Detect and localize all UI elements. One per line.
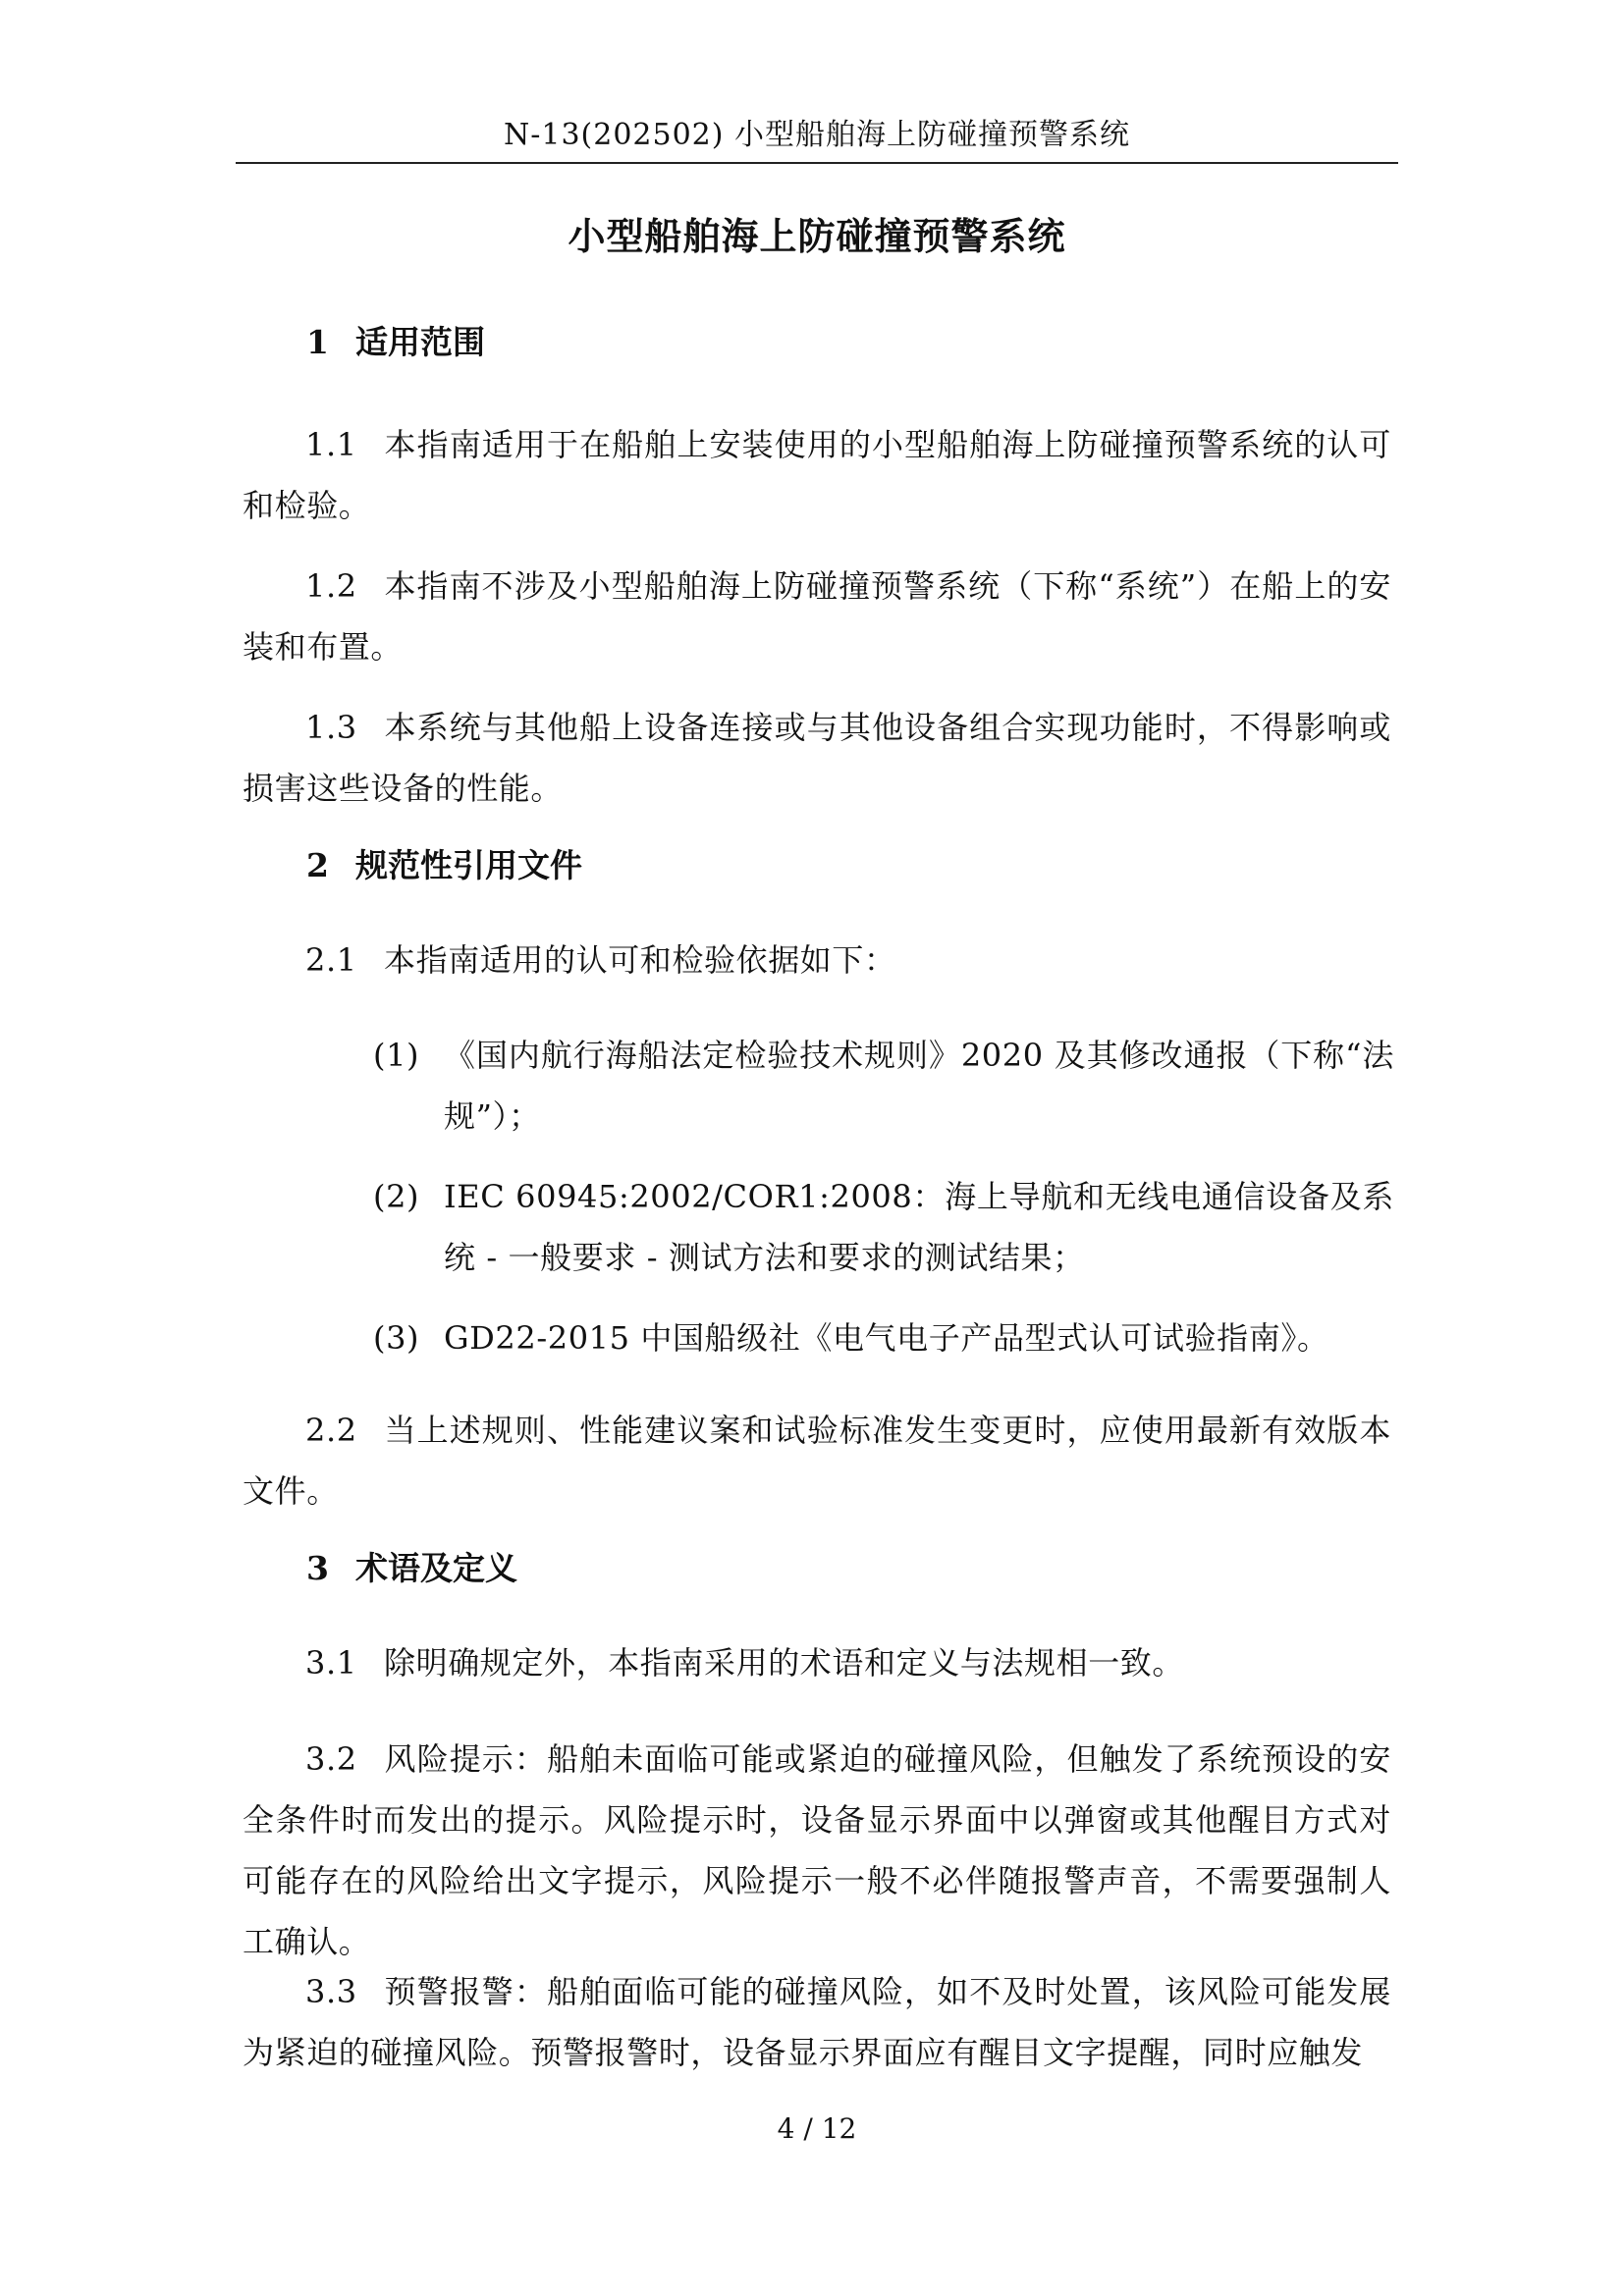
paragraph-text: 本指南不涉及小型船舶海上防碰撞预警系统（下称“系统”）在船上的安装和布置。 xyxy=(243,567,1391,666)
section-number: 3 xyxy=(306,1549,329,1587)
item-text: 《国内航行海船法定检验技术规则》2020 及其修改通报（下称“法规”）； xyxy=(444,1037,1394,1135)
paragraph-2-1 xyxy=(243,930,1391,990)
section-heading-3 xyxy=(306,1547,517,1590)
paragraph-1-1 xyxy=(243,414,1391,536)
paragraph-text: 本指南适用于在船舶上安装使用的小型船舶海上防碰撞预警系统的认可和检验。 xyxy=(243,426,1391,524)
section-number: 1 xyxy=(306,323,329,361)
section-title: 术语及定义 xyxy=(355,1549,517,1587)
reference-item-1 xyxy=(373,1025,1394,1147)
section-number: 2 xyxy=(306,846,329,884)
paragraph-text: 风险提示：船舶未面临可能或紧迫的碰撞风险，但触发了系统预设的安全条件时而发出的提示。风险提示时，设备显示界面中以弹窗或其他醒目方式对可能存在的风险给出文字提示，风险提示一般不必伴随报警声音，不需要强制人工确认。 xyxy=(243,1740,1391,1960)
running-header: N-13(202502) 小型船舶海上防碰撞预警系统 xyxy=(503,118,1131,152)
paragraph-number: 1.1 xyxy=(305,426,357,463)
paragraph-1-2 xyxy=(243,556,1391,677)
paragraph-number: 2.2 xyxy=(305,1412,357,1449)
item-text: IEC 60945:2002/COR1:2008：海上导航和无线电通信设备及系统 - 一般要求 - 测试方法和要求的测试结果； xyxy=(444,1178,1394,1276)
paragraph-text: 预警报警：船舶面临可能的碰撞风险，如不及时处置，该风险可能发展为紧迫的碰撞风险。预警报警时，设备显示界面应有醒目文字提醒，同时应触发 xyxy=(243,1973,1391,2071)
item-marker: (2) xyxy=(373,1178,420,1215)
paragraph-number: 3.1 xyxy=(305,1644,357,1682)
paragraph-text: 本指南适用的认可和检验依据如下： xyxy=(384,941,896,979)
paragraph-number: 1.3 xyxy=(305,709,357,746)
item-marker: (3) xyxy=(373,1319,420,1357)
reference-item-2 xyxy=(373,1166,1394,1288)
section-title: 适用范围 xyxy=(355,323,485,361)
paragraph-3-2 xyxy=(243,1729,1391,1972)
paragraph-text: 除明确规定外，本指南采用的术语和定义与法规相一致。 xyxy=(384,1644,1185,1682)
paragraph-number: 3.2 xyxy=(305,1740,357,1778)
paragraph-number: 3.3 xyxy=(305,1973,357,2010)
paragraph-3-1 xyxy=(243,1632,1391,1693)
item-marker: (1) xyxy=(373,1037,420,1074)
section-heading-2 xyxy=(306,844,582,887)
paragraph-text: 当上述规则、性能建议案和试验标准发生变更时，应使用最新有效版本文件。 xyxy=(243,1412,1391,1510)
header-rule xyxy=(236,162,1398,164)
section-title: 规范性引用文件 xyxy=(355,846,582,884)
item-text: GD22-2015 中国船级社《电气电子产品型式认可试验指南》。 xyxy=(444,1319,1329,1357)
reference-item-3 xyxy=(373,1308,1394,1368)
paragraph-3-3 xyxy=(243,1961,1391,2083)
paragraph-text: 本系统与其他船上设备连接或与其他设备组合实现功能时，不得影响或损害这些设备的性能。 xyxy=(243,709,1391,807)
paragraph-1-3 xyxy=(243,697,1391,819)
paragraph-number: 1.2 xyxy=(305,567,357,605)
section-heading-1 xyxy=(306,321,485,364)
paragraph-number: 2.1 xyxy=(305,941,357,979)
page-number: 4 / 12 xyxy=(777,2112,857,2145)
document-title: 小型船舶海上防碰撞预警系统 xyxy=(568,215,1066,258)
paragraph-2-2 xyxy=(243,1400,1391,1522)
